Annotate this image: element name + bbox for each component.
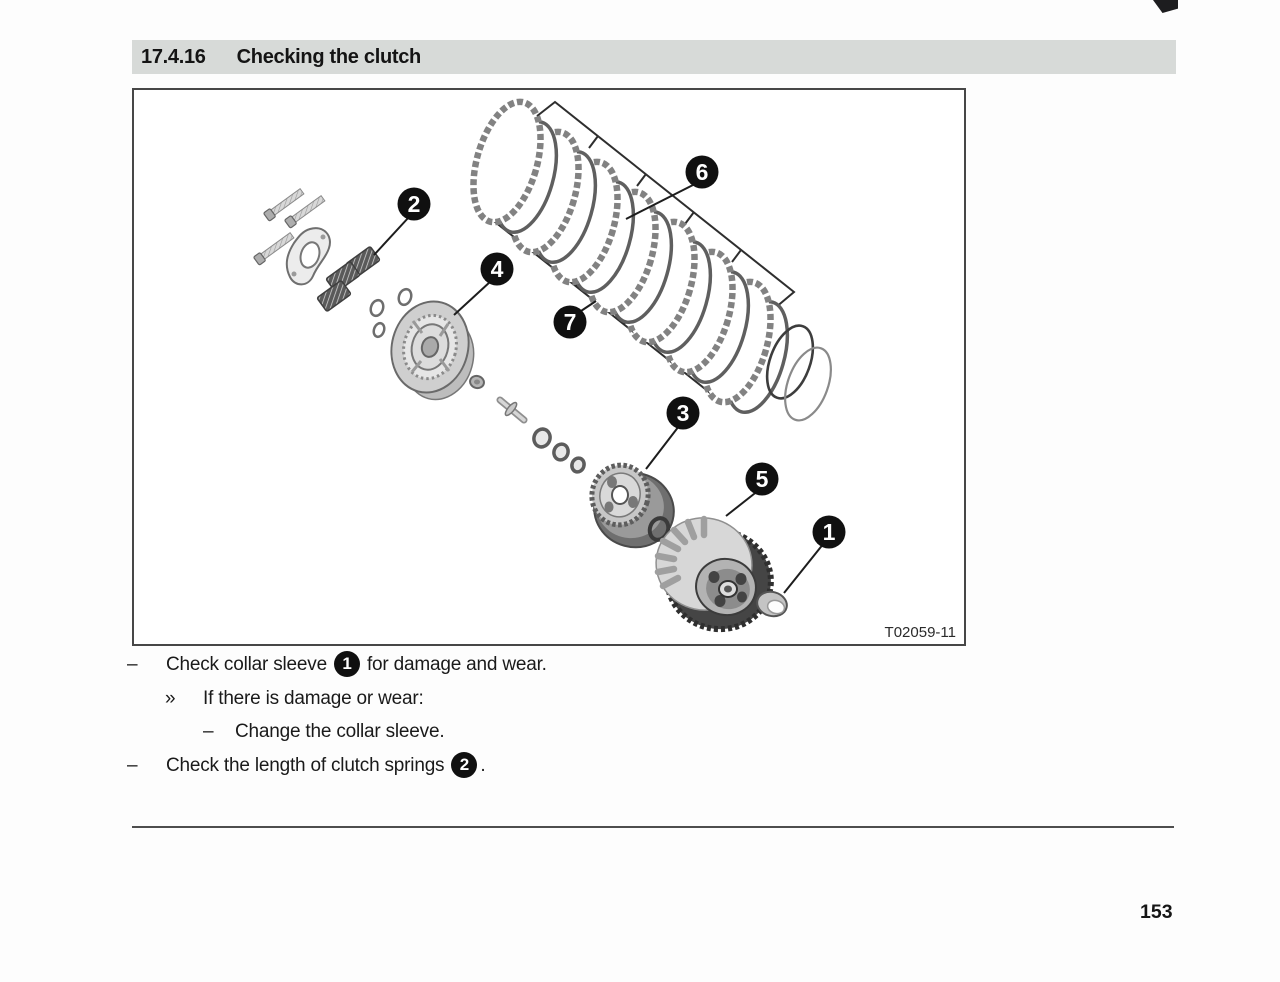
callout-7 xyxy=(554,306,587,339)
clutch-exploded-diagram xyxy=(134,90,964,644)
svg-text:7: 7 xyxy=(563,309,577,335)
clutch-figure-frame xyxy=(132,88,966,646)
page-corner-arrow-icon xyxy=(1153,0,1178,13)
callout-6 xyxy=(686,156,719,189)
bullet-dash: – xyxy=(127,755,138,776)
instruction-text: If there is damage or wear: xyxy=(203,688,424,709)
pressure-plate-hub xyxy=(381,293,482,408)
svg-text:3: 3 xyxy=(676,400,690,426)
callout-3 xyxy=(667,397,700,430)
figure-code: T02059-11 xyxy=(884,624,956,641)
callout-badge-2: 2 xyxy=(451,752,477,778)
instruction-line-4 xyxy=(127,752,485,780)
svg-text:2: 2 xyxy=(407,191,421,217)
callout-4 xyxy=(481,253,514,286)
section-header-bar xyxy=(132,40,1176,74)
instruction-line-2 xyxy=(165,685,424,713)
section-title: Checking the clutch xyxy=(236,45,421,68)
instruction-line-1 xyxy=(127,651,547,679)
nut xyxy=(469,374,486,389)
section-number: 17.4.16 xyxy=(141,45,206,68)
instruction-text: Check the length of clutch springs xyxy=(166,755,445,776)
callout-2 xyxy=(398,188,431,221)
clutch-springs xyxy=(317,246,380,311)
instruction-line-3 xyxy=(203,718,444,746)
callout-1 xyxy=(813,516,846,549)
pushrod xyxy=(500,400,524,420)
footer-divider xyxy=(132,826,1174,828)
instruction-text: for damage and wear. xyxy=(366,654,547,675)
instruction-text: . xyxy=(480,755,486,776)
instruction-text: Change the collar sleeve. xyxy=(235,721,445,742)
svg-text:1: 1 xyxy=(822,519,836,545)
bullet-guillemet: » xyxy=(165,688,176,709)
page-number: 153 xyxy=(1140,901,1173,923)
instruction-text: Check collar sleeve xyxy=(166,654,327,675)
svg-text:4: 4 xyxy=(490,256,504,282)
callout-badge-1: 1 xyxy=(334,651,360,677)
svg-text:6: 6 xyxy=(695,159,709,185)
svg-text:5: 5 xyxy=(755,466,769,492)
bullet-dash: – xyxy=(127,654,138,675)
bullet-dash: – xyxy=(203,721,214,742)
washers xyxy=(532,427,586,474)
callout-5 xyxy=(746,463,779,496)
